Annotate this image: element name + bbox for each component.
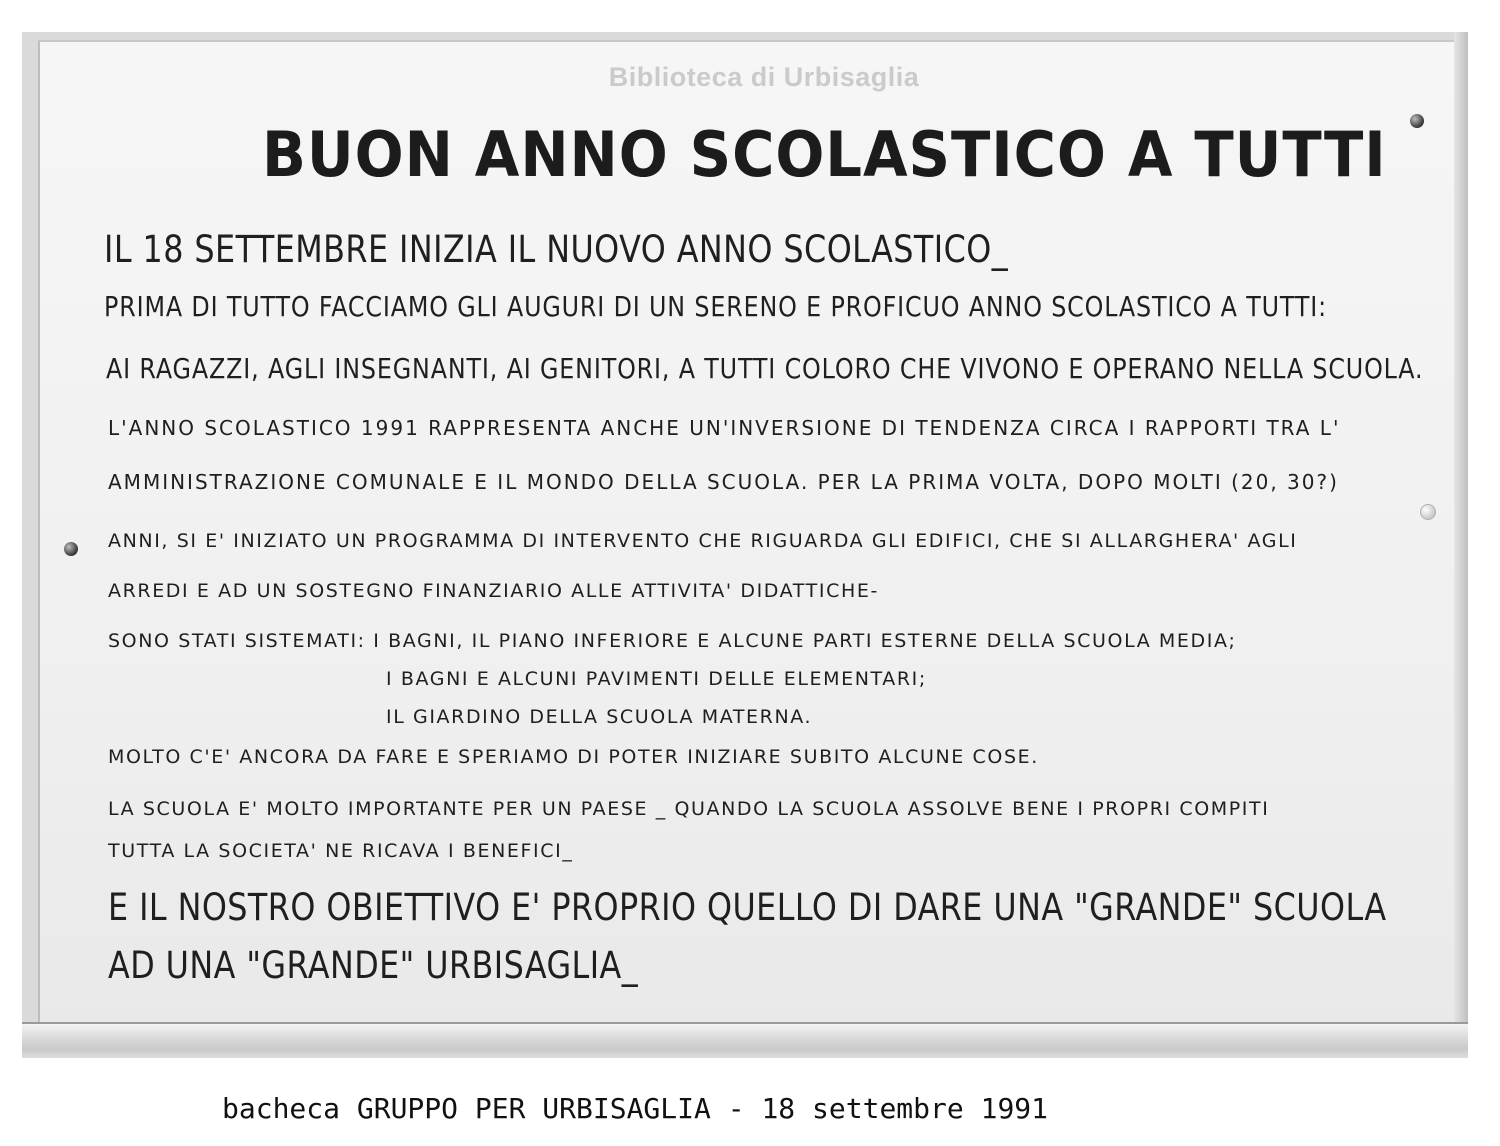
- notice-line: ANNI, SI E' INIZIATO UN PROGRAMMA DI INTERVENTO CHE RIGUARDA GLI EDIFICI, CHE SI ALLARGHERA' AGLI: [108, 530, 1298, 552]
- notice-line: ARREDI E AD UN SOSTEGNO FINANZIARIO ALLE ATTIVITA' DIDATTICHE-: [108, 580, 879, 602]
- notice-line: E IL NOSTRO OBIETTIVO E' PROPRIO QUELLO DI DARE UNA "GRANDE" SCUOLA: [108, 886, 1387, 929]
- notice-line: LA SCUOLA E' MOLTO IMPORTANTE PER UN PAESE _ QUANDO LA SCUOLA ASSOLVE BENE I PROPRI COMPITI: [108, 798, 1270, 820]
- notice-line: I BAGNI E ALCUNI PAVIMENTI DELLE ELEMENTARI;: [386, 668, 927, 690]
- notice-line: IL 18 SETTEMBRE INIZIA IL NUOVO ANNO SCOLASTICO_: [104, 228, 1009, 271]
- notice-board-photo: [22, 32, 1468, 1058]
- board-frame-bottom: [22, 1022, 1468, 1058]
- pin-icon: [1420, 504, 1436, 520]
- library-watermark: Biblioteca di Urbisaglia: [608, 62, 920, 92]
- notice-line: AI RAGAZZI, AGLI INSEGNANTI, AI GENITORI, A TUTTI COLORO CHE VIVONO E OPERANO NELLA SCUOLA.: [106, 352, 1424, 385]
- photo-caption: bacheca GRUPPO PER URBISAGLIA - 18 settembre 1991: [222, 1092, 1049, 1125]
- notice-headline: BUON ANNO SCOLASTICO A TUTTI: [262, 118, 1387, 191]
- notice-line: AMMINISTRAZIONE COMUNALE E IL MONDO DELLA SCUOLA. PER LA PRIMA VOLTA, DOPO MOLTI (20, 30?): [108, 470, 1339, 494]
- notice-line: SONO STATI SISTEMATI: I BAGNI, IL PIANO INFERIORE E ALCUNE PARTI ESTERNE DELLA SCUOLA MEDIA;: [108, 630, 1237, 652]
- pin-icon: [64, 542, 78, 556]
- notice-line: IL GIARDINO DELLA SCUOLA MATERNA.: [386, 706, 813, 728]
- notice-line: TUTTA LA SOCIETA' NE RICAVA I BENEFICI_: [108, 840, 574, 862]
- notice-line: MOLTO C'E' ANCORA DA FARE E SPERIAMO DI POTER INIZIARE SUBITO ALCUNE COSE.: [108, 746, 1039, 768]
- notice-line: L'ANNO SCOLASTICO 1991 RAPPRESENTA ANCHE UN'INVERSIONE DI TENDENZA CIRCA I RAPPORTI TRA L': [108, 416, 1341, 440]
- pin-icon: [1410, 114, 1424, 128]
- notice-line: PRIMA DI TUTTO FACCIAMO GLI AUGURI DI UN SERENO E PROFICUO ANNO SCOLASTICO A TUTTI:: [104, 290, 1327, 323]
- board-frame-right: [1454, 32, 1468, 1058]
- notice-line: AD UNA "GRANDE" URBISAGLIA_: [108, 944, 639, 987]
